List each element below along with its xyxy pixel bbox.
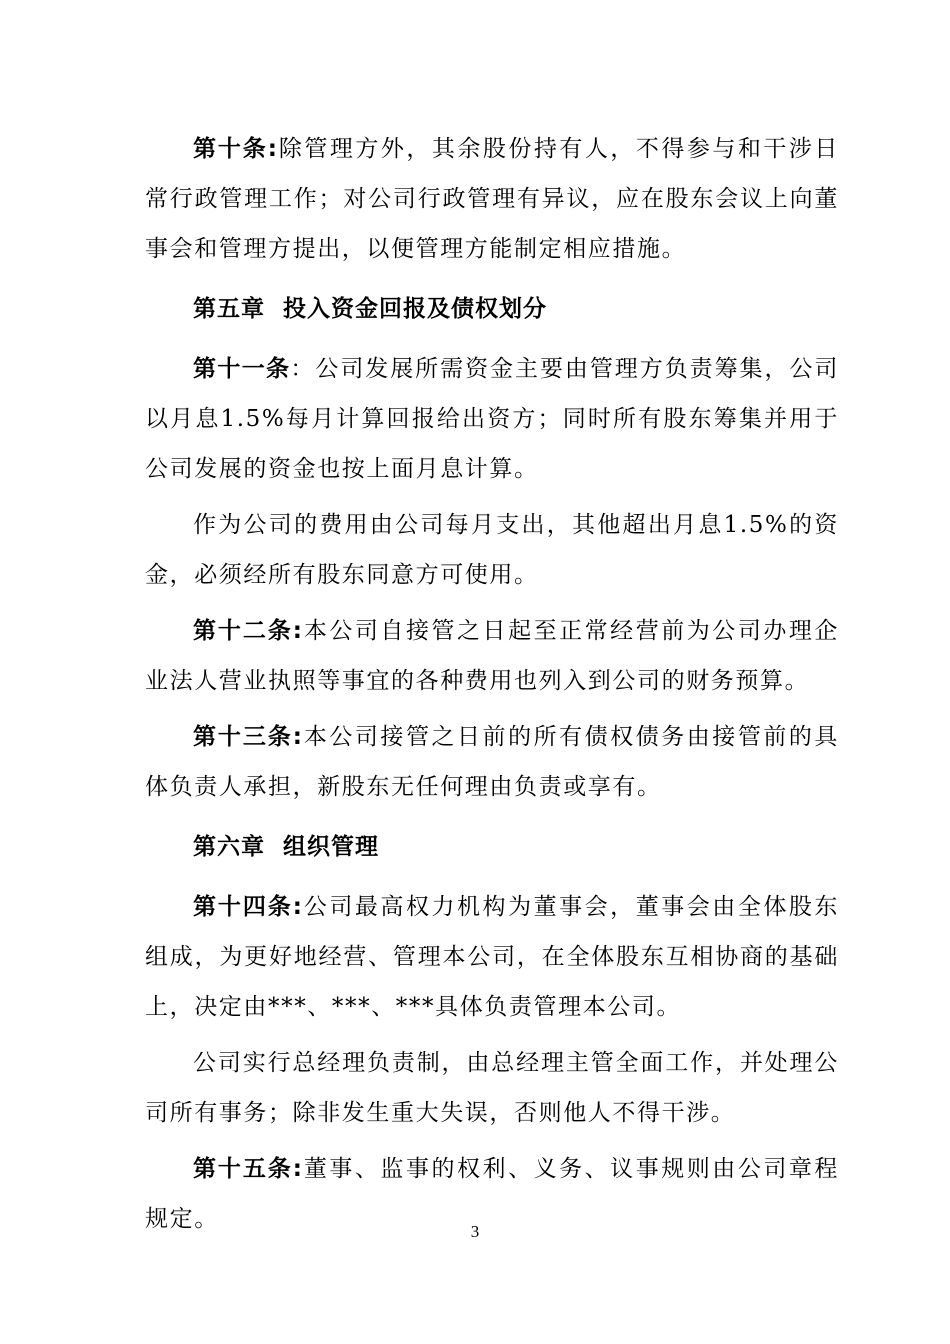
article-label: 第十条: — [193, 136, 278, 162]
article-13 — [145, 712, 839, 812]
article-label: 第十一条 — [193, 356, 291, 382]
article-label: 第十四条: — [193, 894, 303, 920]
article-text: 公司最高权力机构为董事会，董事会由全体股东组成，为更好地经营、管理本公司，在全体股东互相协商的基础上，决定由***、***、***具体负责管理本公司。 — [145, 894, 839, 1020]
article-10 — [145, 124, 839, 274]
article-11 — [145, 344, 839, 494]
article-text: 除管理方外，其余股份持有人，不得参与和干涉日常行政管理工作；对公司行政管理有异议，应在股东会议上向董事会和管理方提出，以便管理方能制定相应措施。 — [145, 136, 840, 262]
article-12 — [145, 606, 839, 706]
article-label: 第十二条: — [193, 618, 303, 644]
article-label: 第十五条: — [193, 1156, 303, 1182]
article-text: 本公司接管之日前的所有债权债务由接管前的具体负责人承担，新股东无任何理由负责或享有。 — [145, 724, 839, 800]
page-number: 3 — [470, 1222, 480, 1241]
document-body — [145, 124, 839, 1250]
article-14-paragraph-2 — [145, 1038, 839, 1138]
article-text: 本公司自接管之日起至正常经营前为公司办理企业法人营业执照等事宜的各种费用也列入到公司的财务预算。 — [145, 618, 839, 694]
paragraph-text: 公司实行总经理负责制，由总经理主管全面工作，并处理公司所有事务；除非发生重大失误，否则他人不得干涉。 — [145, 1050, 839, 1126]
article-label: 第十三条: — [193, 724, 303, 750]
article-14 — [145, 882, 839, 1032]
article-text: ：公司发展所需资金主要由管理方负责筹集，公司以月息1.5%每月计算回报给出资方；同时所有股东筹集并用于公司发展的资金也按上面月息计算。 — [145, 356, 840, 482]
chapter-5-heading: 第五章 投入资金回报及债权划分 — [193, 296, 548, 322]
paragraph-text: 作为公司的费用由公司每月支出，其他超出月息1.5%的资金，必须经所有股东同意方可使用。 — [145, 512, 839, 588]
chapter-6-heading: 第六章 组织管理 — [193, 834, 380, 860]
article-11-paragraph-2 — [145, 500, 839, 600]
article-text: 董事、监事的权利、义务、议事规则由公司章程规定。 — [145, 1156, 839, 1232]
